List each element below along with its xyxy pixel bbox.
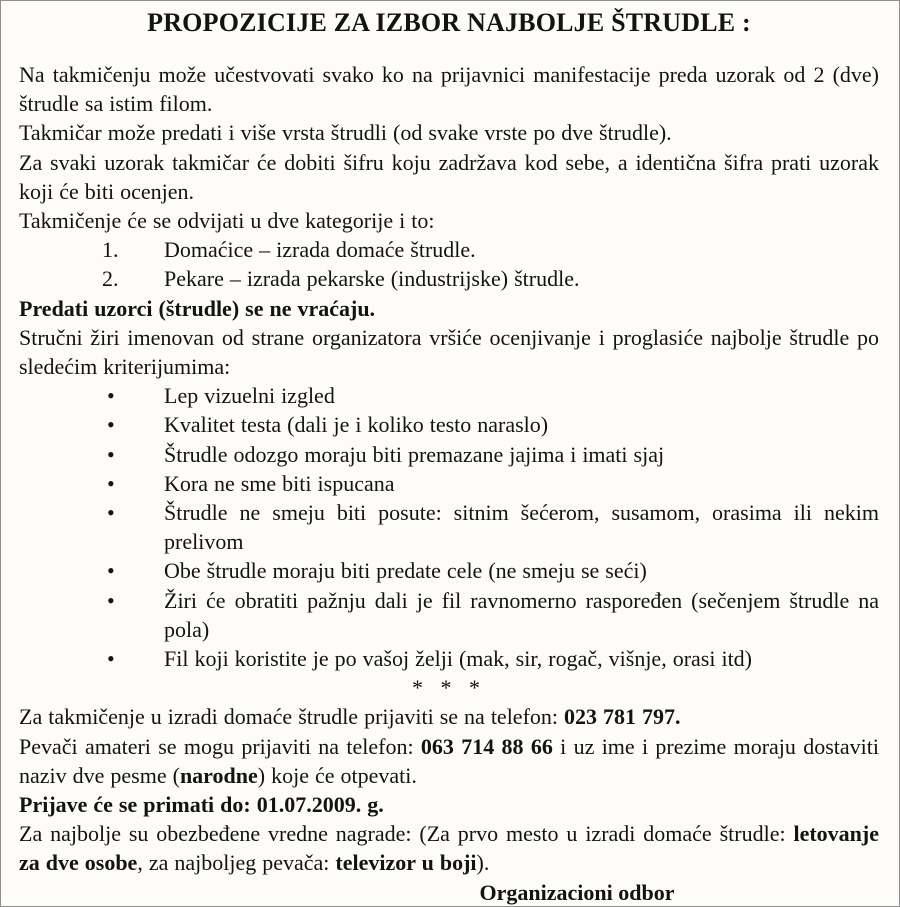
criteria-item: • Kora ne sme biti ispucana: [19, 469, 879, 498]
criteria-item: • Žiri će obratiti pažnju dali je fil ravnomerno raspoređen (sečenjem štrudle na pola): [19, 586, 879, 644]
criteria-item: • Obe štrudle moraju biti predate cele (ne smeju se seći): [19, 556, 879, 585]
criteria-item: • Fil koji koristite je po vašoj želji (mak, sir, rogač, višnje, orasi itd): [19, 644, 879, 673]
category-text-1: Domaćice – izrada domaće štrudle.: [164, 237, 476, 263]
singer-signup-line: [19, 732, 879, 790]
criteria-intro: Stručni žiri imenovan od strane organizatora vršiće ocenjivanje i proglasiće najbolje štrudle po sledećim kriterijumima:: [19, 324, 879, 380]
song-genre: narodne: [179, 762, 258, 788]
criteria-item: • Lep vizuelni izgled: [19, 381, 879, 410]
prizes-line: [19, 819, 879, 877]
category-item-1: [19, 235, 879, 264]
page-title: PROPOZICIJE ZA IZBOR NAJBOLJE ŠTRUDLE :: [147, 8, 751, 37]
category-number-2: 2.: [102, 266, 119, 292]
prizes-pre: Za najbolje su obezbeđene vredne nagrade: (Za prvo mesto u izradi domaće štrudle:: [19, 821, 794, 847]
intro-paragraph-1: Na takmičenju može učestvovati svako ko na prijavnici manifestacije preda uzorak od 2 (dve) štrudle sa istim filom.: [19, 62, 879, 117]
prize-strudel: letovanje za dve osobe: [19, 821, 879, 876]
prizes-mid: , za najboljeg pevača:: [137, 850, 336, 876]
singer-signup-post: ) koje će otpevati.: [257, 762, 417, 788]
section-separator: * * *: [412, 675, 486, 701]
criteria-item: • Kvalitet testa (dali je i koliko testo naraslo): [19, 410, 879, 439]
category-item-2: [19, 264, 879, 293]
prize-singer: televizor u boji: [335, 850, 477, 876]
singer-signup-pre: Pevači amateri se mogu prijaviti na telefon:: [19, 733, 421, 759]
strudel-signup-text: Za takmičenje u izradi domaće štrudle prijaviti se na telefon:: [19, 704, 565, 730]
strudel-signup-line: [19, 702, 879, 731]
category-number-1: 1.: [102, 237, 119, 263]
criteria-item: • Štrudle odozgo moraju biti premazane jajima i imati sjaj: [19, 440, 879, 469]
singer-signup-mid: i uz ime i prezime moraju dostaviti naziv dve pesme (: [19, 733, 880, 788]
signature: Organizacioni odbor: [479, 879, 675, 905]
no-return-note: Predati uzorci (štrudle) se ne vraćaju.: [19, 295, 376, 321]
criteria-item: • Štrudle ne smeju biti posute: sitnim šećerom, susamom, orasima ili nekim prelivom: [19, 498, 879, 556]
prizes-post: ).: [476, 850, 490, 876]
intro-paragraph-3: Za svaki uzorak takmičar će dobiti šifru koju zadržava kod sebe, a identična šifra prati uzorak koji će biti ocenjen.: [19, 149, 879, 204]
category-text-2: Pekare – izrada pekarske (industrijske) štrudle.: [164, 266, 580, 292]
intro-paragraph-2: Takmičar može predati i više vrsta štrudli (od svake vrste po dve štrudle).: [19, 120, 672, 146]
intro-paragraph-4: Takmičenje će se odvijati u dve kategorije i to:: [19, 208, 435, 234]
singer-phone-number: 063 714 88 66: [420, 733, 553, 759]
deadline-line: Prijave će se primati do: 01.07.2009. g.: [19, 792, 384, 818]
document-content: [1, 1, 899, 907]
strudel-phone-number: 023 781 797.: [564, 704, 681, 730]
